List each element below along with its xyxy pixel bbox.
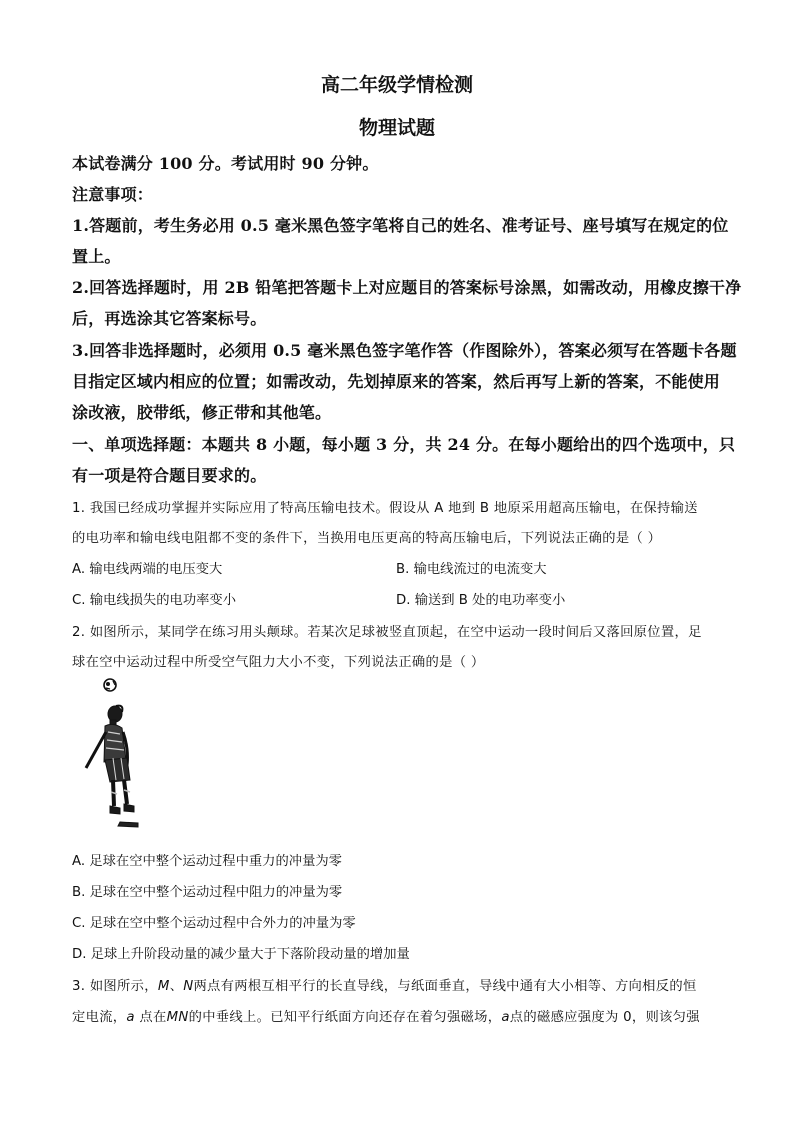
q2-option-b: B. 足球在空中整个运动过程中阻力的冲量为零: [72, 885, 343, 900]
q1-text-line-2: 的电功率和输电线电阻都不变的条件下，当换用电压更高的特高压输电后，下列说法正确的是（ ）: [72, 531, 662, 546]
q3-text-line-2: 定电流，a 点在MN的中垂线上。已知平行纸面方向还存在着匀强磁场，a点的磁感应强度为 0，则该匀强: [72, 1010, 700, 1025]
notice-3-line-1: 3.回答非选择题时，必须用 0.5 毫米黑色签字笔作答（作图除外），答案必须写在答题卡各题: [72, 341, 737, 360]
score-line: 本试卷满分 100 分。考试用时 90 分钟。: [72, 154, 379, 173]
q2-option-c: C. 足球在空中整个运动过程中合外力的冲量为零: [72, 916, 356, 931]
notice-3-line-2: 目指定区域内相应的位置；如需改动，先划掉原来的答案，然后再写上新的答案，不能使用: [72, 372, 721, 391]
q2-option-d: D. 足球上升阶段动量的减少量大于下落阶段动量的增加量: [72, 947, 410, 962]
notice-title: 注意事项：: [72, 185, 154, 204]
section-heading-line-2: 有一项是符合题目要求的。: [72, 466, 267, 485]
notice-2-line-1: 2.回答选择题时，用 2B 铅笔把答题卡上对应题目的答案标号涂黑，如需改动，用橡皮擦干净: [72, 278, 742, 297]
exam-title: 高二年级学情检测: [320, 74, 473, 96]
q1-option-d: D. 输送到 B 处的电功率变小: [396, 593, 566, 608]
q1-text-line-1: 1. 我国已经成功掌握并实际应用了特高压输电技术。假设从 A 地到 B 地原采用超高压输电，在保持输送: [72, 501, 698, 516]
q1-option-a: A. 输电线两端的电压变大: [72, 562, 223, 577]
notice-3-line-3: 涂改液，胶带纸，修正带和其他笔。: [72, 403, 332, 422]
soccer-ball: [104, 679, 116, 691]
q1-option-c: C. 输电线损失的电功率变小: [72, 593, 237, 608]
q1-option-b: B. 输电线流过的电流变大: [396, 562, 547, 577]
exam-subtitle: 物理试题: [358, 117, 435, 139]
notice-2-line-2: 后，再选涂其它答案标号。: [72, 309, 267, 328]
header-ball-figure: [80, 676, 144, 836]
q2-text-line-2: 球在空中运动过程中所受空气阻力大小不变，下列说法正确的是（ ）: [72, 655, 485, 670]
notice-1-line-2: 置上。: [72, 247, 121, 266]
q2-option-a: A. 足球在空中整个运动过程中重力的冲量为零: [72, 854, 342, 869]
q2-text-line-1: 2. 如图所示，某同学在练习用头颠球。若某次足球被竖直顶起，在空中运动一段时间后又落回原位置，足: [72, 625, 702, 640]
player-silhouette: [86, 706, 138, 827]
notice-1-line-1: 1.答题前，考生务必用 0.5 毫米黑色签字笔将自己的姓名、准考证号、座号填写在规定的位: [72, 216, 729, 235]
section-heading-line-1: 一、单项选择题：本题共 8 小题，每小题 3 分，共 24 分。在每小题给出的四个选项中，只: [72, 435, 736, 454]
q3-text-line-1: 3. 如图所示，M、N两点有两根互相平行的长直导线，与纸面垂直，导线中通有大小相等、方向相反的恒: [72, 979, 697, 994]
